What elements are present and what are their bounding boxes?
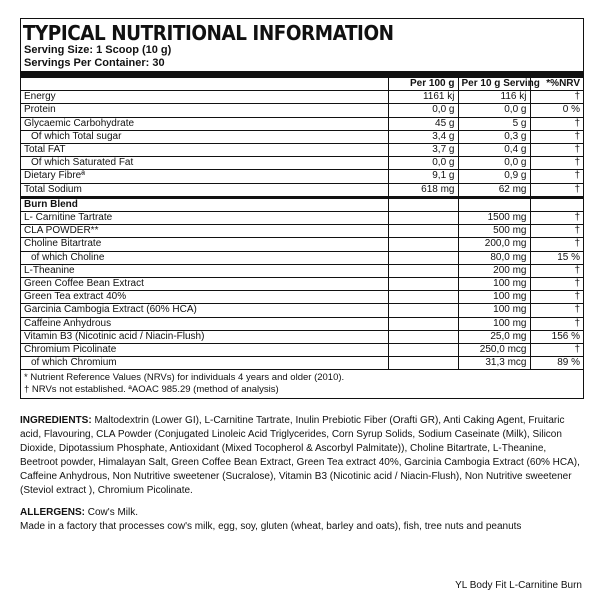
allergens-text: Cow's Milk. (85, 507, 139, 518)
row-nrv: † (530, 144, 583, 157)
table-row (21, 144, 583, 157)
factory-statement: Made in a factory that processes cow's milk, egg, soy, gluten (wheat, barley and oats), fish, tree nuts and peanuts (20, 521, 522, 532)
blank-cell (388, 264, 458, 277)
table-row (21, 117, 583, 130)
blank-cell (458, 197, 530, 211)
row-nrv: † (530, 130, 583, 143)
blend-per-serving: 500 mg (458, 225, 530, 238)
serving-size: Serving Size: 1 Scoop (10 g) (24, 44, 172, 56)
blend-per-serving: 200 mg (458, 264, 530, 277)
panel-title: TYPICAL NUTRITIONAL INFORMATION (22, 21, 394, 45)
row-per-serving: 0,4 g (458, 144, 530, 157)
footnote-not-established: † NRVs not established. ªAOAC 985.29 (method of analysis) (24, 384, 279, 396)
blank-cell (388, 317, 458, 330)
blend-nrv: † (530, 317, 583, 330)
row-per-serving: 0,0 g (458, 157, 530, 170)
blend-per-serving: 100 mg (458, 278, 530, 291)
blend-row (21, 291, 583, 304)
blend-row (21, 330, 583, 343)
nutrition-table (21, 78, 583, 369)
row-per100: 0,0 g (388, 157, 458, 170)
blend-nrv: † (530, 278, 583, 291)
blend-nrv: † (530, 344, 583, 357)
table-row (21, 91, 583, 104)
row-per-serving: 0,3 g (458, 130, 530, 143)
blend-title: Burn Blend (21, 197, 388, 211)
blank-cell (388, 344, 458, 357)
row-label: Energy (21, 91, 388, 104)
blank-cell (388, 197, 458, 211)
blend-per-serving: 1500 mg (458, 212, 530, 225)
row-label: Glycaemic Carbohydrate (21, 117, 388, 130)
blend-label: of which Choline (21, 251, 388, 264)
blend-per-serving: 100 mg (458, 304, 530, 317)
row-per100: 1161 kj (388, 91, 458, 104)
blank-cell (388, 225, 458, 238)
row-per100: 618 mg (388, 183, 458, 197)
allergens-block (20, 506, 582, 534)
blend-row (21, 317, 583, 330)
blend-label: Vitamin B3 (Nicotinic acid / Niacin-Flush) (21, 330, 388, 343)
nutrition-panel (20, 18, 584, 399)
row-nrv: † (530, 170, 583, 183)
row-per-serving: 5 g (458, 117, 530, 130)
blend-nrv: 15 % (530, 251, 583, 264)
header-label (21, 78, 388, 91)
row-label: Of which Saturated Fat (21, 157, 388, 170)
blank-cell (388, 251, 458, 264)
row-per100: 3,7 g (388, 144, 458, 157)
row-nrv: † (530, 117, 583, 130)
row-per100: 45 g (388, 117, 458, 130)
blend-per-serving: 25,0 mg (458, 330, 530, 343)
blend-label: Choline Bitartrate (21, 238, 388, 251)
blend-per-serving: 200,0 mg (458, 238, 530, 251)
blend-nrv: † (530, 212, 583, 225)
footnotes (21, 369, 583, 398)
blend-row (21, 238, 583, 251)
blend-row (21, 344, 583, 357)
blend-label: Green Coffee Bean Extract (21, 278, 388, 291)
blank-cell (388, 291, 458, 304)
blend-row (21, 212, 583, 225)
row-per-serving: 0,9 g (458, 170, 530, 183)
blend-label: Garcinia Cambogia Extract (60% HCA) (21, 304, 388, 317)
header-nrv: *%NRV (530, 78, 583, 91)
blend-row (21, 225, 583, 238)
ingredients-text: Maltodextrin (Lower GI), L-Carnitine Tartrate, Inulin Prebiotic Fiber (Orafti GR), Anti Caking Agent, Fruitaric acid, Flavouring, CLA Powder (Conjugated Linoleic Acid Triglycerides, Corn Syrup Solids, Sodium Caseinate (Milk), Silicon Dioxide, Dipotassium Phosphate, Antioxidant (Mixed Tocopherol & Ascorbyl Palmitate)), Choline Bitartrate, L-Theanine, Beetroot powder, Himalayan Salt, Green Coffee Bean Extract, Green Tea extract 40%, Garcinia Cambogia Extract (60% HCA), Caffeine Anhydrous, Non Nutritive sweetener (Sucralose), Vitamin B3 (Nicotinic acid / Niacin-Flush), Non Nutritive sweetener (Steviol extract ), Chromium Picolinate. (20, 415, 580, 496)
blend-row (21, 357, 583, 370)
blend-nrv: † (530, 238, 583, 251)
table-row (21, 104, 583, 117)
blend-section-row (21, 197, 583, 211)
blank-cell (388, 278, 458, 291)
blend-per-serving: 31,3 mcg (458, 357, 530, 370)
header-per-serving: Per 10 g Serving (458, 78, 530, 91)
blank-cell (388, 304, 458, 317)
row-per-serving: 0,0 g (458, 104, 530, 117)
servings-per-container: Servings Per Container: 30 (24, 56, 165, 69)
row-per100: 9,1 g (388, 170, 458, 183)
blend-nrv: 156 % (530, 330, 583, 343)
ingredients-block (20, 414, 582, 498)
row-label: Dietary Fibreª (21, 170, 388, 183)
blank-cell (388, 212, 458, 225)
blend-per-serving: 100 mg (458, 317, 530, 330)
table-row (21, 170, 583, 183)
row-per-serving: 116 kj (458, 91, 530, 104)
blend-per-serving: 100 mg (458, 291, 530, 304)
blank-cell (388, 357, 458, 370)
blend-nrv: † (530, 225, 583, 238)
blend-label: Caffeine Anhydrous (21, 317, 388, 330)
blend-label: of which Chromium (31, 357, 117, 369)
blend-nrv: 89 % (530, 357, 583, 370)
thick-divider (21, 71, 583, 78)
allergens-label: ALLERGENS: (20, 507, 85, 518)
row-nrv: † (530, 183, 583, 197)
row-nrv: † (530, 91, 583, 104)
row-label: Total FAT (21, 144, 388, 157)
footnote-nrv: * Nutrient Reference Values (NRVs) for individuals 4 years and older (2010). (24, 372, 345, 384)
row-label: Of which Total sugar (21, 130, 388, 143)
blend-label: CLA POWDER** (21, 225, 388, 238)
row-per100: 0,0 g (388, 104, 458, 117)
row-label: Total Sodium (21, 183, 388, 197)
row-per100: 3,4 g (388, 130, 458, 143)
blend-row (21, 278, 583, 291)
header-per100: Per 100 g (388, 78, 458, 91)
product-name: YL Body Fit L-Carnitine Burn (455, 580, 582, 591)
blend-label: L- Carnitine Tartrate (21, 212, 388, 225)
blend-per-serving: 250,0 mcg (458, 344, 530, 357)
blend-label: Chromium Picolinate (21, 344, 388, 357)
table-row (21, 157, 583, 170)
row-nrv: † (530, 157, 583, 170)
table-header-row (21, 78, 583, 91)
blend-row (21, 304, 583, 317)
blank-cell (388, 330, 458, 343)
blank-cell (388, 238, 458, 251)
blend-row (21, 251, 583, 264)
row-label: Protein (21, 104, 388, 117)
blend-nrv: † (530, 264, 583, 277)
row-nrv: 0 % (530, 104, 583, 117)
table-row (21, 130, 583, 143)
ingredients-label: INGREDIENTS: (20, 415, 92, 426)
blend-label: L-Theanine (21, 264, 388, 277)
blend-nrv: † (530, 304, 583, 317)
blend-row (21, 264, 583, 277)
blank-cell (530, 197, 583, 211)
row-per-serving: 62 mg (458, 183, 530, 197)
blend-label: Green Tea extract 40% (21, 291, 388, 304)
blend-nrv: † (530, 291, 583, 304)
table-row (21, 183, 583, 197)
blend-per-serving: 80,0 mg (458, 251, 530, 264)
